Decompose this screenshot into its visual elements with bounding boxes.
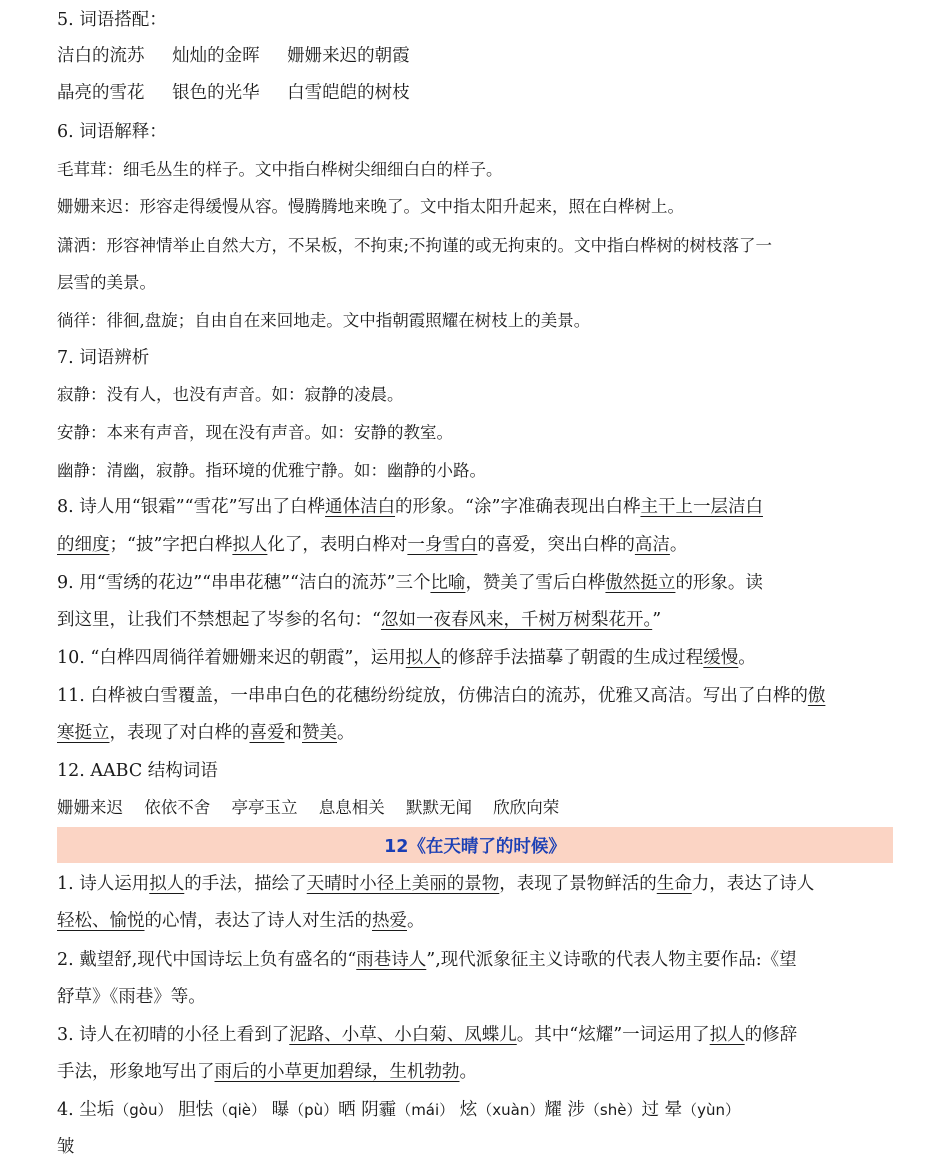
text: 1. 诗人运用 [57,874,150,894]
section9-line1 [57,575,900,593]
underlined-text: 热爱 [372,911,407,931]
pinyin: （yùn） [682,1101,740,1119]
pinyin: （xuàn） [477,1101,545,1119]
text: 和 [284,723,302,743]
text: 。 [738,648,756,668]
underlined-text: 傲然挺立 [605,573,676,593]
underlined-text: 主干上一层洁白 [640,497,763,517]
p1-line2 [57,913,900,931]
text: 的修辞手法描摹了朝霞的生成过程 [440,648,704,668]
text: 9. 用“雪绣的花边”“串串花穗”“洁白的流苏”三个 [57,573,431,593]
section5-heading: 5. 词语搭配： [57,10,167,30]
section7-item2: 安静：本来有声音，现在没有声音。如：安静的教室。 [57,423,453,442]
underlined-text: 雨后的小草更加碧绿，生机勃勃 [214,1062,460,1082]
text: 2. 戴望舒,现代中国诗坛上负有盛名的“ [57,950,357,970]
word: 阴霾 [361,1100,397,1120]
phrase: 白雪皑皑的树枝 [287,83,410,103]
text: 到这里，让我们不禁想起了岑参的名句：“ [57,610,381,630]
underlined-text: 轻松、愉悦 [57,911,145,931]
lesson-title: 12《在天晴了的时候》 [384,836,566,857]
underlined-text: 通体洁白 [325,497,396,517]
underlined-text: 傲 [807,686,826,706]
text: 。 [669,535,688,555]
text: 10. “白桦四周徜徉着姗姗来迟的朝霞”，运用 [57,648,406,668]
text: 。 [459,1062,477,1082]
pinyin: （qiè） [213,1101,266,1119]
phrase: 洁白的流苏 [57,46,145,66]
text: ，赞美了雪后白桦 [465,573,606,593]
section8-line2 [57,537,900,555]
underlined-text: 忽如一夜春风来，千树万树梨花开。 [380,610,653,630]
text: ；“披”字把白桦 [109,535,233,555]
section6-item4: 徜徉：徘徊,盘旋；自由自在来回地走。文中指朝霞照耀在树枝上的美景。 [57,311,591,330]
section6-item3a: 潇洒：形容神情举止自然大方，不呆板，不拘束;不拘谨的或无拘束的。文中指白桦树的树枝落了一 [57,236,773,255]
text: 力，表达了诗人 [691,874,815,894]
section6-item3b: 层雪的美景。 [57,273,156,292]
text: 。 [407,911,425,931]
word: 亭亭玉立 [231,798,298,817]
p4-line1 [57,1102,900,1120]
section11-line1 [57,688,900,706]
pinyin: （pù） [289,1101,339,1119]
text: 3. 诗人在初晴的小径上看到了 [57,1025,290,1045]
phrase: 银色的光华 [172,83,260,103]
text: 。其中“炫耀”一词运用了 [516,1025,710,1045]
phrase: 晶亮的雪花 [57,83,145,103]
underlined-text: 泥路、小草、小白菊、凤蝶儿 [289,1025,517,1045]
word: 晕 [664,1100,683,1120]
underlined-text: 拟人 [709,1025,745,1045]
section9-line2 [57,612,900,630]
phrase: 姗姗来迟的朝霞 [287,46,410,66]
word: 曝 [271,1100,290,1120]
underlined-text: 缓慢 [703,648,739,668]
underlined-text: 拟人 [149,874,185,894]
text: 的心情，表达了诗人对生活的 [144,911,372,931]
text: ”,现代派象征主义诗歌的代表人物主要作品:《望 [426,950,797,970]
section5-row2 [57,85,900,103]
text: ，表现了对白桦的 [109,723,250,743]
word: 过 [641,1100,659,1120]
text: ，表现了景物鲜活的 [499,874,657,894]
section10-line [57,650,900,668]
section12-heading: 12. AABC 结构词语 [57,761,218,781]
word: 默默无闻 [406,798,472,817]
p4-line2: 皱 [57,1137,75,1157]
word: 息息相关 [318,798,385,817]
word: 依依不舍 [144,798,211,817]
section11-line2 [57,725,900,743]
section5-row1 [57,48,900,66]
pinyin: （gòu） [114,1101,173,1119]
section7-heading: 7. 词语辨析 [57,348,150,368]
section6-heading: 6. 词语解释： [57,122,167,142]
section12-words [57,800,900,817]
phrase: 灿灿的金晖 [172,46,260,66]
p3-line1 [57,1027,900,1045]
section7-item1: 寂静：没有人，也没有声音。如：寂静的凌晨。 [57,385,404,404]
item-number: 4. [57,1100,74,1120]
word: 耀 [544,1100,562,1120]
p3-line2 [57,1064,900,1082]
text: 的喜爱，突出白桦的 [477,535,635,555]
p1-line1 [57,876,900,894]
underlined-text: 雨巷诗人 [356,950,427,970]
text: 的修辞 [744,1025,798,1045]
word: 尘垢 [79,1100,115,1120]
underlined-text: 喜爱 [249,723,285,743]
underlined-text: 一身雪白 [407,535,478,555]
text: 的手法，描绘了 [184,874,307,894]
section8-line1 [57,499,900,517]
text: 的形象。读 [675,573,763,593]
underlined-text: 拟人 [405,648,441,668]
p2-line1 [57,952,900,970]
text: 11. 白桦被白雪覆盖，一串串白色的花穗纷纷绽放，仿佛洁白的流苏，优雅又高洁。写出了白桦的 [57,686,808,706]
text: 的形象。“涂”字准确表现出白桦 [395,497,641,517]
section7-item3: 幽静：清幽，寂静。指环境的优雅宁静。如：幽静的小路。 [57,461,486,480]
pinyin: （shè） [584,1101,642,1119]
word: 晒 [338,1100,356,1120]
pinyin: （mái） [396,1101,455,1119]
underlined-text: 比喻 [430,573,466,593]
word: 欣欣向荣 [493,798,560,817]
underlined-text: 寒挺立 [57,723,110,743]
underlined-text: 天晴时小径上美丽的景物 [306,874,500,894]
text: 手法，形象地写出了 [57,1062,215,1082]
underlined-text: 赞美 [302,723,337,743]
word: 炫 [459,1100,478,1120]
word: 姗姗来迟 [57,798,123,817]
text: ” [652,610,662,630]
underlined-text: 高洁 [634,535,670,555]
text: 。 [337,723,355,743]
text: 8. 诗人用“银霜”“雪花”写出了白桦 [57,497,326,517]
underlined-text: 生命 [656,874,692,894]
section6-item2: 姗姗来迟：形容走得缓慢从容。慢腾腾地来晚了。文中指太阳升起来，照在白桦树上。 [57,197,684,216]
section6-item1: 毛茸茸：细毛丛生的样子。文中指白桦树尖细细白白的样子。 [57,160,503,179]
p2-line2: 舒草》《雨巷》等。 [57,987,206,1007]
lesson-title-banner [57,827,893,863]
text: 化了，表明白桦对 [267,535,408,555]
underlined-text: 拟人 [232,535,268,555]
underlined-text: 的细度 [57,535,110,555]
word: 胆怯 [178,1100,214,1120]
word: 涉 [567,1100,585,1120]
